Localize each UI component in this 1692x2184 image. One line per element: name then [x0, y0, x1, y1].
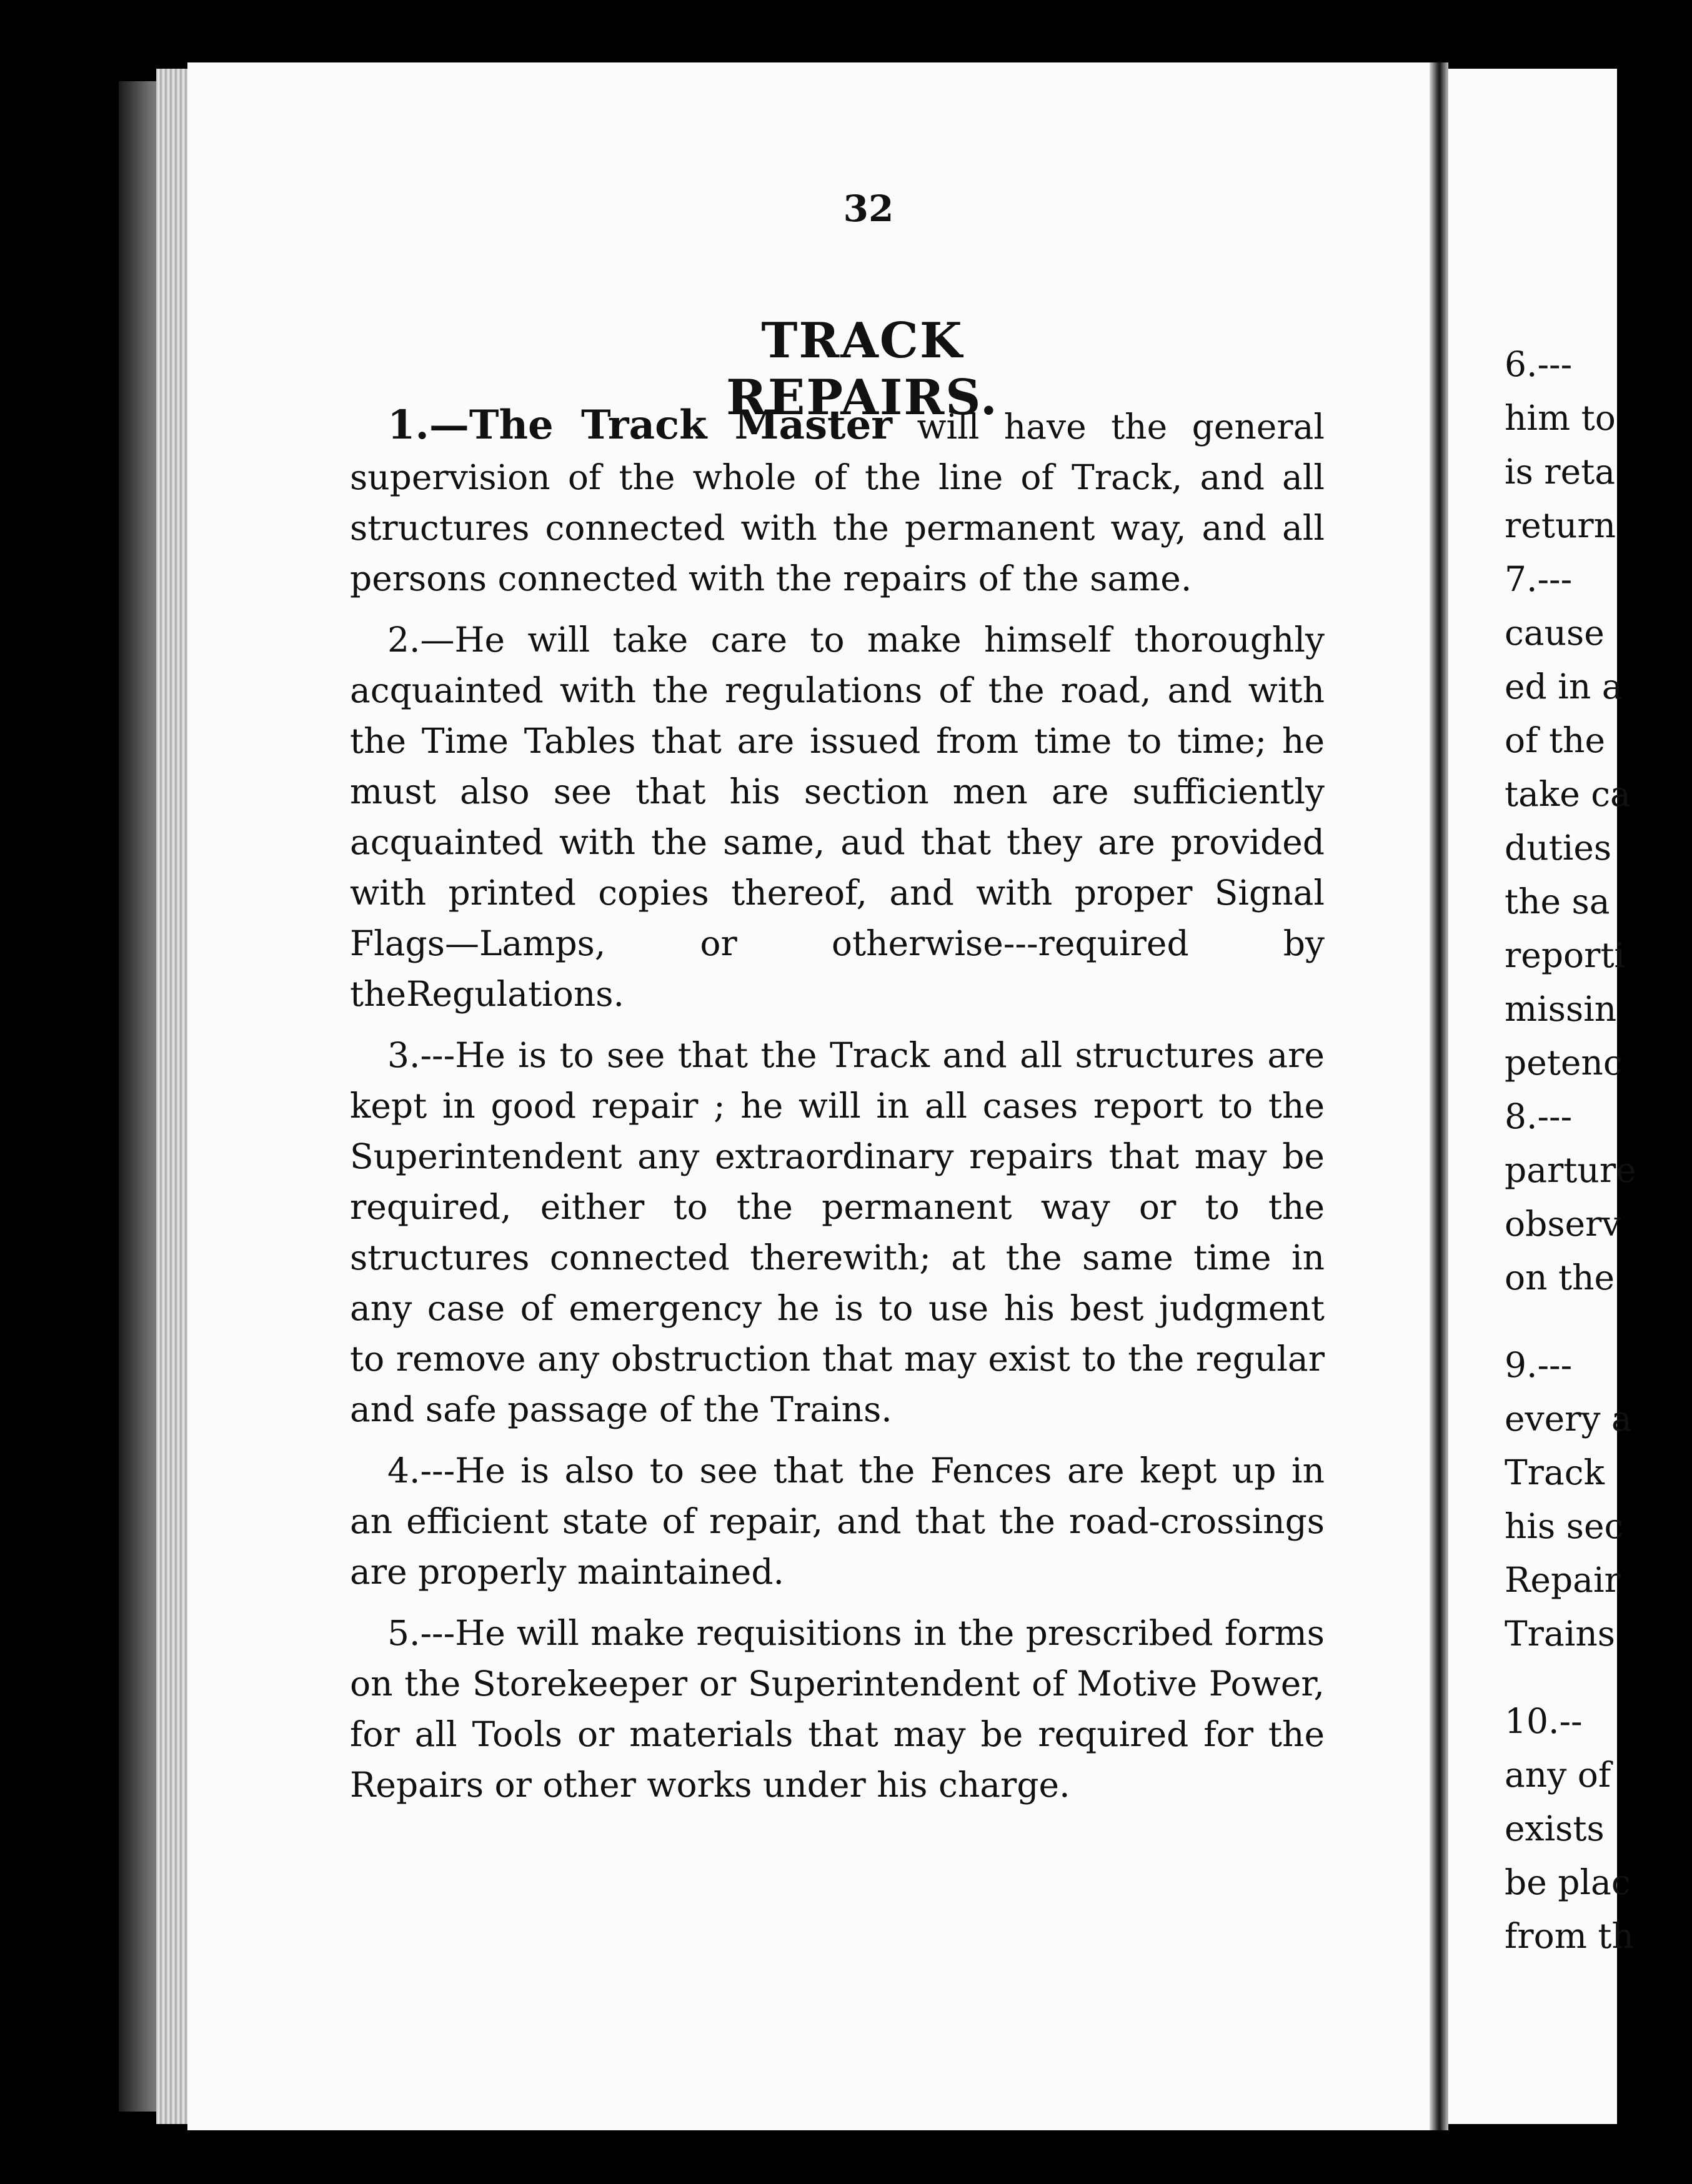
body-text: [350, 400, 1325, 1821]
right-page-line: 7.---: [1505, 559, 1573, 599]
paragraph-text: 3.---He is to see that the Track and all structures are kept in good repair ; he will in all cases report to the Superintendent any extraordinary repairs that may be required, either to the permanent way or to the structures connected therewith; at the same time in any case of emergency he is to use his best judgment to remove any obstruction that may exist to the regular and safe passage of the Trains.: [350, 1035, 1325, 1429]
paragraph-text: 4.---He is also to see that the Fences are kept up in an efficient state of repair, and that the road-crossings are properly maintained.: [350, 1451, 1325, 1592]
paragraph-lead: 1.—The Track Master: [387, 402, 893, 449]
right-page-line: on the: [1505, 1258, 1615, 1298]
paragraph: [350, 1608, 1325, 1810]
right-page-line: parture: [1505, 1150, 1636, 1190]
right-page-line: petenc: [1505, 1043, 1623, 1083]
right-page: [1448, 69, 1636, 2124]
right-page-line: Track: [1505, 1452, 1605, 1492]
page-number: 32: [843, 187, 894, 230]
paragraph-text: will have the general supervision of the whole of the line of Track, and all structures connected with the permanent way, and all persons connected with the repairs of the same.: [350, 407, 1325, 598]
paragraph: [350, 400, 1325, 604]
right-page-line: any of: [1505, 1755, 1611, 1795]
paragraph: [350, 1446, 1325, 1597]
right-page-line: reporti: [1505, 935, 1626, 975]
right-page-line: the sa: [1505, 881, 1610, 921]
right-page-line: observ: [1505, 1204, 1621, 1244]
right-page-line: duties: [1505, 828, 1612, 868]
right-page-line: exists: [1505, 1809, 1605, 1849]
paragraph: [350, 1030, 1325, 1435]
right-page-line: 10.--: [1505, 1701, 1583, 1741]
right-page-line: cause: [1505, 613, 1605, 653]
book-gutter: [1430, 62, 1448, 2130]
right-page-line: be plac: [1505, 1862, 1631, 1902]
right-page-line: is reta: [1505, 452, 1616, 492]
right-page-line: 8.---: [1505, 1096, 1573, 1136]
right-page-line: ed in a: [1505, 667, 1623, 707]
right-page-line: 9.---: [1505, 1345, 1573, 1385]
right-page-line: Repair: [1505, 1560, 1621, 1600]
paragraph-text: 2.—He will take care to make himself thoroughly acquainted with the regulations of the road, and with the Time Tables that are issued from time to time; he must also see that his section men are sufficiently acquainted with the same, aud that they are provided with printed copies thereof, and with proper Signal Flags—Lamps, or otherwise---required by theRegulations.: [350, 620, 1325, 1014]
right-page-line: every a: [1505, 1399, 1632, 1439]
right-page-line: return: [1505, 505, 1616, 545]
right-page-line: from th: [1505, 1916, 1634, 1956]
right-page-line: his sec: [1505, 1506, 1624, 1546]
right-page-line: take ca: [1505, 774, 1631, 814]
right-page-line: of the: [1505, 720, 1606, 760]
right-page-line: missin: [1505, 989, 1617, 1029]
paragraph: [350, 615, 1325, 1020]
right-page-line: 6.---: [1505, 344, 1573, 384]
section-heading: TRACK REPAIRS.: [726, 312, 998, 426]
paragraph-text: 5.---He will make requisitions in the prescribed forms on the Storekeeper or Superintendent of Motive Power, for all Tools or materials that may be required for the Repairs or other works under his charge.: [350, 1613, 1325, 1805]
right-page-text: [1505, 337, 1692, 1963]
right-page-line: Trains: [1505, 1614, 1616, 1654]
right-page-line: him to: [1505, 398, 1616, 438]
